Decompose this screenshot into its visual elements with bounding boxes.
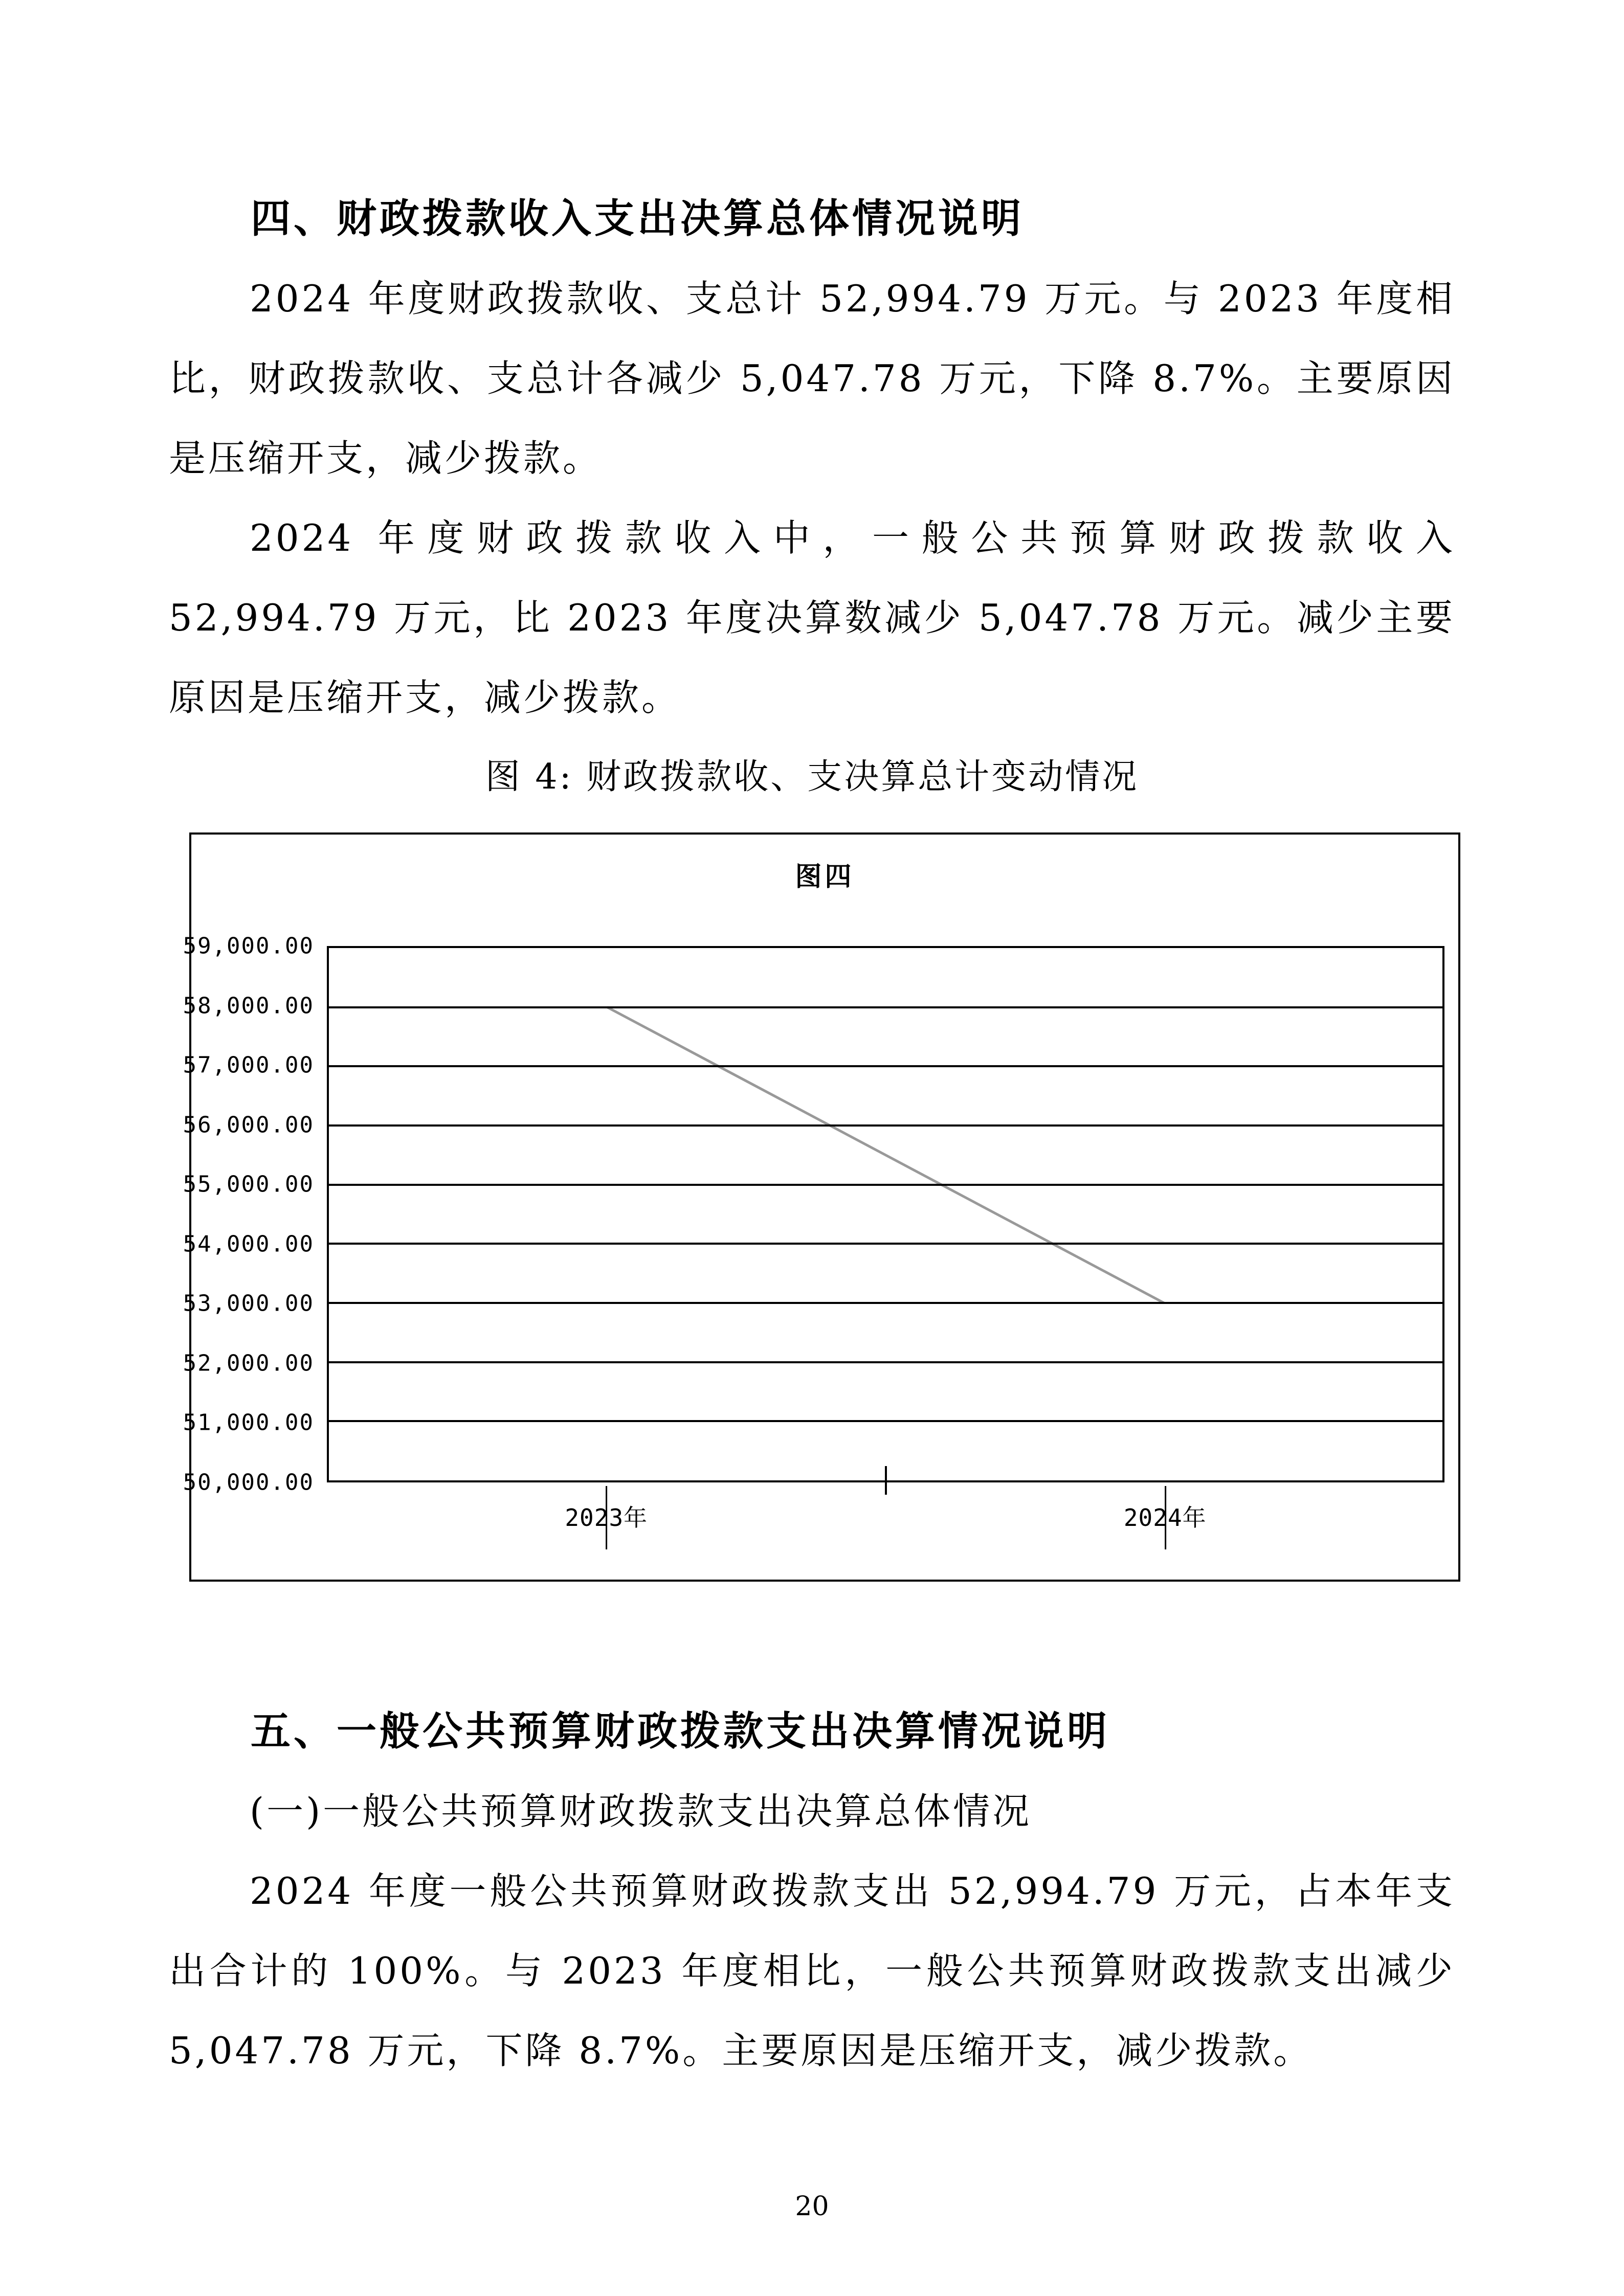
x-tick-label [1124, 1499, 1207, 1533]
chart-gridline [329, 1243, 1442, 1245]
section4-paragraph-1: 2024 年度财政拨款收、支总计 52,994.79 万元。与 2023 年度相比，财政拨款收、支总计各减少 5,047.78 万元，下降 8.7%。主要原因是压缩开支，减少拨款。 [169, 277, 1455, 480]
y-tick-label: 59,000.00 [183, 933, 314, 959]
x-tick-label [565, 1499, 648, 1533]
x-tick-label-text: 2024年 [1123, 1504, 1207, 1532]
chart-gridline [329, 1065, 1442, 1067]
chart-gridline [329, 1184, 1442, 1186]
section5-heading: 五、一般公共预算财政拨款支出决算情况说明 [251, 1708, 1110, 1754]
page-number: 20 [795, 2191, 829, 2222]
y-tick-label: 52,000.00 [183, 1350, 314, 1377]
figure4-caption: 图 4: 财政拨款收、支决算总计变动情况 [485, 757, 1139, 797]
figure4-chart [183, 832, 1460, 1582]
chart-title: 图四 [795, 862, 855, 892]
chart-y-axis-labels [183, 933, 314, 1496]
section4-paragraph-2: 2024 年度财政拨款收入中，一般公共预算财政拨款收入 52,994.79 万元，比 2023 年度决算数减少 5,047.78 万元。减少主要原因是压缩开支，减少拨款。 [169, 516, 1455, 719]
section5-subheading: (一)一般公共预算财政拨款支出决算总体情况 [250, 1790, 1032, 1833]
y-tick-label: 51,000.00 [183, 1409, 314, 1436]
y-tick-label: 54,000.00 [183, 1231, 314, 1257]
chart-x-axis-labels [327, 1499, 1444, 1535]
y-tick-label: 53,000.00 [183, 1290, 314, 1317]
y-tick-label: 57,000.00 [183, 1052, 314, 1078]
section5-paragraph-1: 2024 年度一般公共预算财政拨款支出 52,994.79 万元，占本年支出合计的 100%。与 2023 年度相比，一般公共预算财政拨款支出减少 5,047.78 万元，下降 8.7%。主要原因是压缩开支，减少拨款。 [169, 1870, 1455, 2072]
x-axis-center-tick [885, 1466, 887, 1495]
chart-line-layer [329, 948, 1442, 1480]
x-tick-label-text: 2023年 [565, 1504, 648, 1532]
chart-gridline [329, 1124, 1442, 1127]
y-tick-label: 55,000.00 [183, 1171, 314, 1198]
chart-gridline [329, 1302, 1442, 1304]
y-tick-label: 58,000.00 [183, 993, 314, 1019]
chart-gridline [329, 1006, 1442, 1008]
chart-line-series [607, 1007, 1164, 1303]
y-tick-label: 56,000.00 [183, 1112, 314, 1138]
chart-gridline [329, 1420, 1442, 1422]
y-tick-label: 50,000.00 [183, 1469, 314, 1496]
chart-plot-area [327, 946, 1444, 1482]
chart-gridline [329, 1361, 1442, 1363]
section4-heading: 四、财政拨款收入支出决算总体情况说明 [251, 196, 1025, 242]
